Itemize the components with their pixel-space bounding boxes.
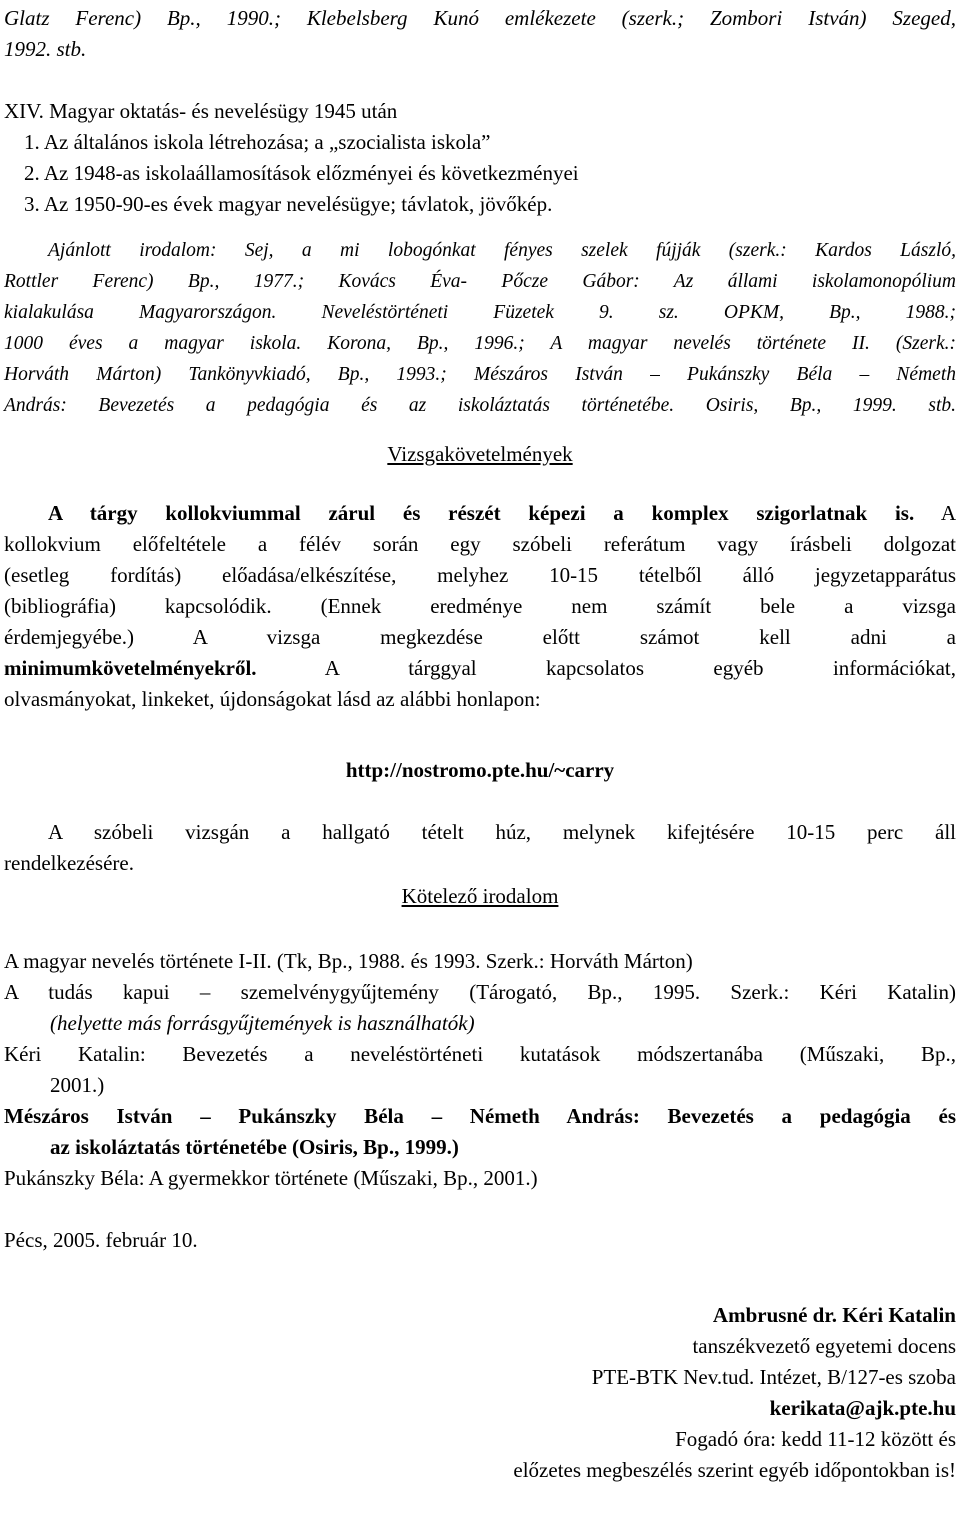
oral-exam-line: rendelkezésére.	[4, 851, 134, 875]
oral-exam-line: A szóbeli vizsgán a hallgató tételt húz, melynek kifejtésére 10-15 perc áll	[48, 820, 956, 844]
topic-item: 3. Az 1950-90-es évek magyar nevelésügye; távlatok, jövőkép.	[24, 192, 553, 216]
requirements-line: (bibliográfia) kapcsolódik. (Ennek eredménye nem számít bele a vizsga	[4, 594, 956, 618]
requirements-line: kollokvium előfeltétele a félév során egy szóbeli referátum vagy írásbeli dolgozat	[4, 532, 956, 556]
section-xiv	[4, 96, 956, 220]
signature-title: tanszékvezető egyetemi docens	[692, 1334, 956, 1358]
oral-exam-paragraph	[4, 817, 956, 879]
mandatory-item-continuation: 2001.)	[50, 1073, 105, 1097]
mandatory-item-bold: Mészáros István – Pukánszky Béla – Németh András: Bevezetés a pedagógia és	[4, 1104, 956, 1128]
requirements-line: érdemjegyébe.) A vizsga megkezdése előtt számot kell adni a	[4, 625, 956, 649]
top-reference-line-2: 1992. stb.	[4, 37, 87, 61]
requirements-bold-intro: A tárgy kollokviummal zárul és részét képezi a komplex szigorlatnak is.	[48, 501, 915, 525]
literature-line: Ajánlott irodalom: Sej, a mi lobogónkat fényes szelek fújják (szerk.: Kardos László,	[48, 240, 956, 261]
signature-office-hours: Fogadó óra: kedd 11-12 között és	[675, 1427, 956, 1451]
section-heading: XIV. Magyar oktatás- és nevelésügy 1945 után	[4, 99, 398, 123]
literature-line: Rottler Ferenc) Bp., 1977.; Kovács Éva- Pőcze Gábor: Az állami iskolamonopólium	[4, 271, 956, 292]
requirements-line: (esetleg fordítás) előadása/elkészítése, melyhez 10-15 tételből álló jegyzetapparátus	[4, 563, 956, 587]
mandatory-item: Kéri Katalin: Bevezetés a neveléstörténeti kutatások módszertanába (Műszaki, Bp.,	[4, 1042, 956, 1066]
requirements-line	[4, 498, 956, 529]
date-place: Pécs, 2005. február 10.	[4, 1228, 198, 1252]
mandatory-literature-heading: Kötelező irodalom	[401, 884, 559, 908]
top-reference	[4, 3, 956, 65]
requirements-heading: Vizsgakövetelmények	[387, 442, 573, 466]
topic-item: 1. Az általános iskola létrehozása; a „szocialista iskola”	[24, 130, 491, 154]
requirements-line: olvasmányokat, linkeket, újdonságokat lásd az alábbi honlapon:	[4, 687, 541, 711]
literature-line: 1000 éves a magyar iskola. Korona, Bp., 1996.; A magyar nevelés története II. (Szerk.:	[4, 333, 956, 354]
topic-item: 2. Az 1948-as iskolaállamosítások előzményei és következményei	[24, 161, 579, 185]
signature-email[interactable]: kerikata@ajk.pte.hu	[769, 1396, 956, 1420]
mandatory-item: A tudás kapui – szemelvénygyűjtemény (Tárogató, Bp., 1995. Szerk.: Kéri Katalin)	[4, 980, 956, 1004]
course-url-link[interactable]: http://nostromo.pte.hu/~carry	[345, 758, 615, 782]
literature-line: András: Bevezetés a pedagógia és az iskoláztatás történetébe. Osiris, Bp., 1999. stb.	[4, 395, 956, 416]
requirements-bold-minimum: minimumkövetelményekről.	[4, 656, 257, 680]
mandatory-item-bold-continuation: az iskoláztatás történetébe (Osiris, Bp., 1999.)	[50, 1135, 459, 1159]
literature-line: Horváth Márton) Tankönyvkiadó, Bp., 1993.; Mészáros István – Pukánszky Béla – Németh	[4, 364, 956, 385]
requirements-line	[4, 653, 956, 684]
mandatory-item: A magyar nevelés története I-II. (Tk, Bp., 1988. és 1993. Szerk.: Horváth Márton)	[4, 949, 693, 973]
document-page	[0, 3, 960, 1531]
requirements-line-tail: A	[914, 501, 956, 525]
signature-appointment: előzetes megbeszélés szerint egyéb időpontokban is!	[513, 1458, 956, 1482]
mandatory-item-note: (helyette más forrásgyűjtemények is használhatók)	[50, 1011, 475, 1035]
literature-line: kialakulása Magyarországon. Neveléstörténeti Füzetek 9. sz. OPKM, Bp., 1988.;	[4, 302, 956, 323]
signature-block	[4, 1300, 956, 1486]
requirements-body	[4, 498, 956, 715]
signature-name: Ambrusné dr. Kéri Katalin	[712, 1303, 956, 1327]
mandatory-literature-list	[4, 946, 956, 1194]
mandatory-item: Pukánszky Béla: A gyermekkor története (Műszaki, Bp., 2001.)	[4, 1166, 538, 1190]
recommended-literature	[4, 235, 956, 421]
requirements-minimum-tail: A tárggyal kapcsolatos egyéb információkat,	[256, 656, 956, 680]
top-reference-line-1: Glatz Ferenc) Bp., 1990.; Klebelsberg Kunó emlékezete (szerk.; Zombori István) Szeged,	[4, 6, 956, 30]
signature-institute: PTE-BTK Nev.tud. Intézet, B/127-es szoba	[591, 1365, 956, 1389]
